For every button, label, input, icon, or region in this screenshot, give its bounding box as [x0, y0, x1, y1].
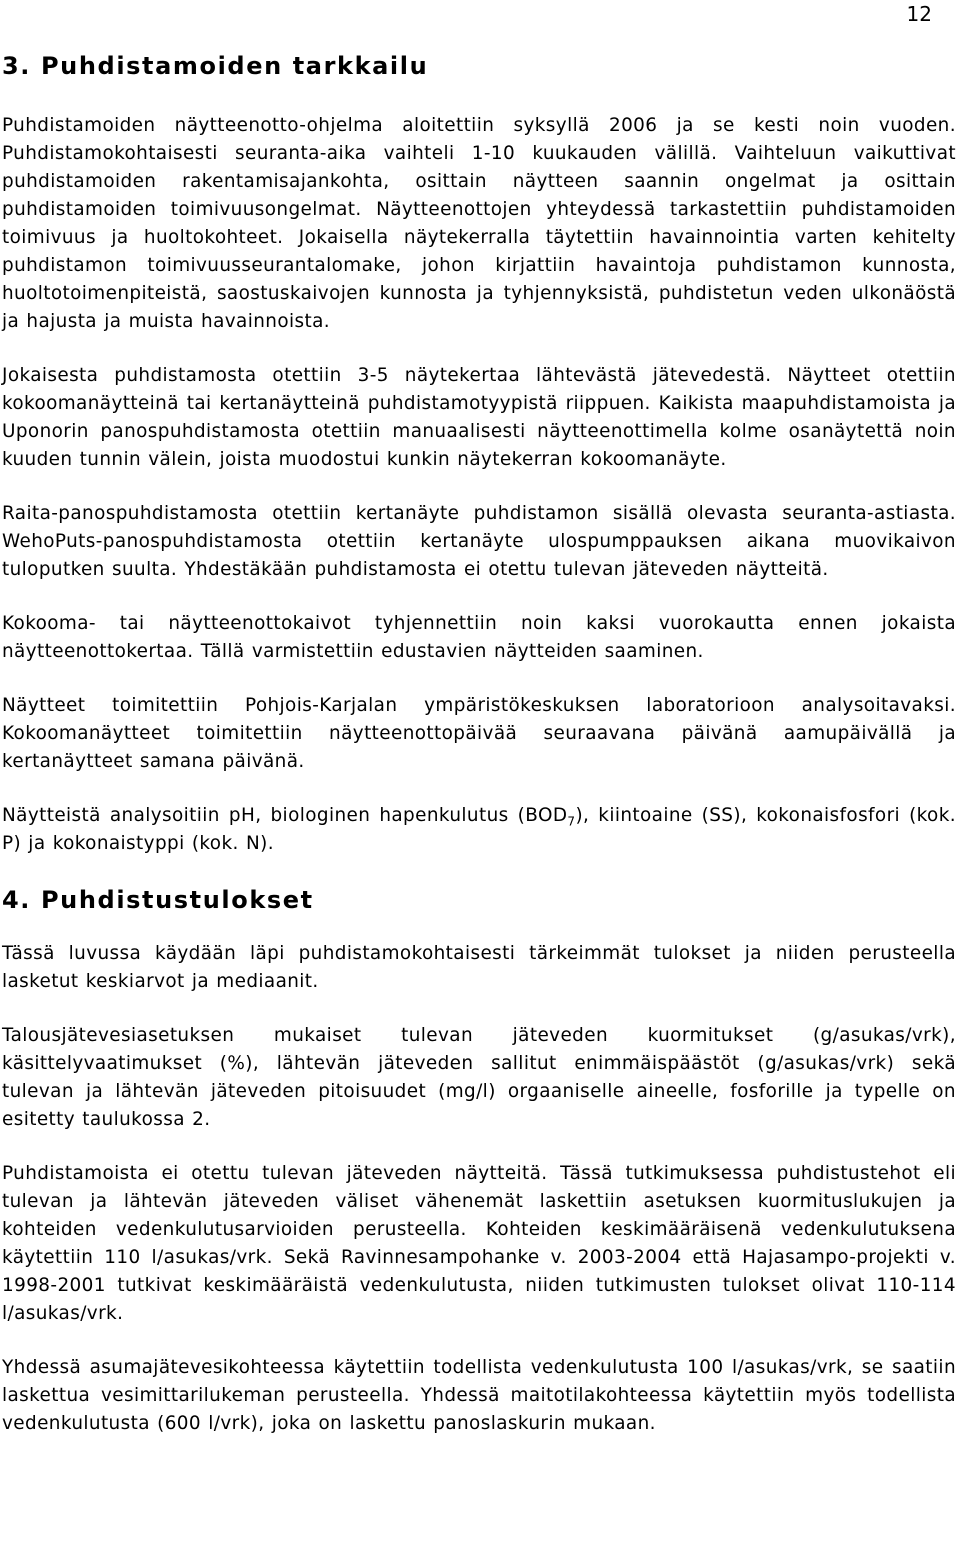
bod-subscript: 7 — [567, 814, 576, 829]
paragraph-analysis — [2, 802, 956, 858]
paragraph-actual-consumption: Yhdessä asumajätevesikohteessa käytettiin todellista vedenkulutusta 100 l/asukas/vrk, se saatiin laskettua vesimittarilukeman perusteella. Yhdessä maitotilakohteessa käytettiin myös todellista vedenkulutusta (600 l/vrk), joka on laskettu panoslaskurin mukaan. — [2, 1357, 956, 1434]
analysis-text-end: ), kiintoaine (SS), kokonaisfosfori (kok. P) ja kokonaistyppi (kok. N). — [2, 805, 956, 854]
paragraph-well-emptying: Kokooma- tai näytteenottokaivot tyhjennettiin noin kaksi vuorokautta ennen jokaista näytteenottokertaa. Tällä varmistettiin edustavien näytteiden saaminen. — [2, 613, 956, 662]
paragraph-efficiency-calculation: Puhdistamoista ei otettu tulevan jäteveden näytteitä. Tässä tutkimuksessa puhdistustehot eli tulevan ja lähtevän jäteveden väliset vähenemät laskettiin asetuksen kuormituslukujen ja kohteiden vedenkulutusarvioiden perusteella. Kohteiden keskimääräisenä vedenkulutuksena käytettiin 110 l/asukas/vrk. Sekä Ravinnesampohanke v. 2003-2004 että Hajasampo-projekti v. 1998-2001 tutkivat keskimääräistä vedenkulutusta, niiden tutkimusten tulokset olivat 110-114 l/asukas/vrk. — [2, 1163, 956, 1324]
paragraph-laboratory: Näytteet toimitettiin Pohjois-Karjalan ympäristökeskuksen laboratorioon analysoitavaksi. Kokoomanäytteet toimitettiin näytteenottopäivää seuraavana päivänä aamupäivällä ja kertanäytteet samana päivänä. — [2, 695, 956, 772]
document-body — [2, 50, 956, 1464]
section-heading-4: 4. Puhdistustulokset — [2, 886, 314, 914]
paragraph-sample-collection: Jokaisesta puhdistamosta otettiin 3-5 näytekertaa lähtevästä jätevedestä. Näytteet otettiin kokoomanäytteinä tai kertanäytteinä puhdistamotyypistä riippuen. Kaikista maapuhdistamoista ja Uponorin panospuhdistamosta otettiin manuaalisesti näytteenottimella kolme osanäytettä noin kuuden tunnin välein, joista muodostui kunkin näytekerran kokoomanäyte. — [2, 365, 956, 470]
paragraph-spot-samples: Raita-panospuhdistamosta otettiin kertanäyte puhdistamon sisällä olevasta seuranta-astiasta. WehoPuts-panospuhdistamosta otettiin kertanäyte ulospumppauksen aikana muovikaivon tuloputken suulta. Yhdestäkään puhdistamosta ei otettu tulevan jäteveden näytteitä. — [2, 503, 956, 580]
paragraph-sampling-program: Puhdistamoiden näytteenotto-ohjelma aloitettiin syksyllä 2006 ja se kesti noin vuoden. Puhdistamokohtaisesti seuranta-aika vaihteli 1-10 kuukauden välillä. Vaihteluun vaikuttivat puhdistamoiden rakentamisajankohta, osittain näytteen saannin ongelmat ja osittain puhdistamoiden toimivuusongelmat. Näytteenottojen yhteydessä tarkastettiin puhdistamoiden toimivuus ja huoltokohteet. Jokaisella näytekerralla täytettiin havainnointia varten kehitelty puhdistamon toimivuusseurantalomake, johon kirjattiin havaintoja puhdistamon kunnosta, huoltotoimenpiteistä, saostuskaivojen kunnosta ja tyhjennyksistä, puhdistetun veden ulkonäöstä ja hajusta ja muista havainnoista. — [2, 115, 956, 332]
paragraph-regulation-loads: Talousjätevesiasetuksen mukaiset tulevan jäteveden kuormitukset (g/asukas/vrk), käsittelyvaatimukset (%), lähtevän jäteveden sallitut enimmäispäästöt (g/asukas/vrk) sekä tulevan ja lähtevän jäteveden pitoisuudet (mg/l) orgaaniselle aineelle, fosforille ja typelle on esitetty taulukossa 2. — [2, 1025, 956, 1130]
analysis-text-start: Näytteistä analysoitiin pH, biologinen hapenkulutus (BOD — [2, 805, 568, 826]
paragraph-results-intro: Tässä luvussa käydään läpi puhdistamokohtaisesti tärkeimmät tulokset ja niiden perusteella lasketut keskiarvot ja mediaanit. — [2, 943, 956, 992]
section-heading-3: 3. Puhdistamoiden tarkkailu — [2, 52, 429, 80]
page-number: 12 — [906, 2, 932, 26]
